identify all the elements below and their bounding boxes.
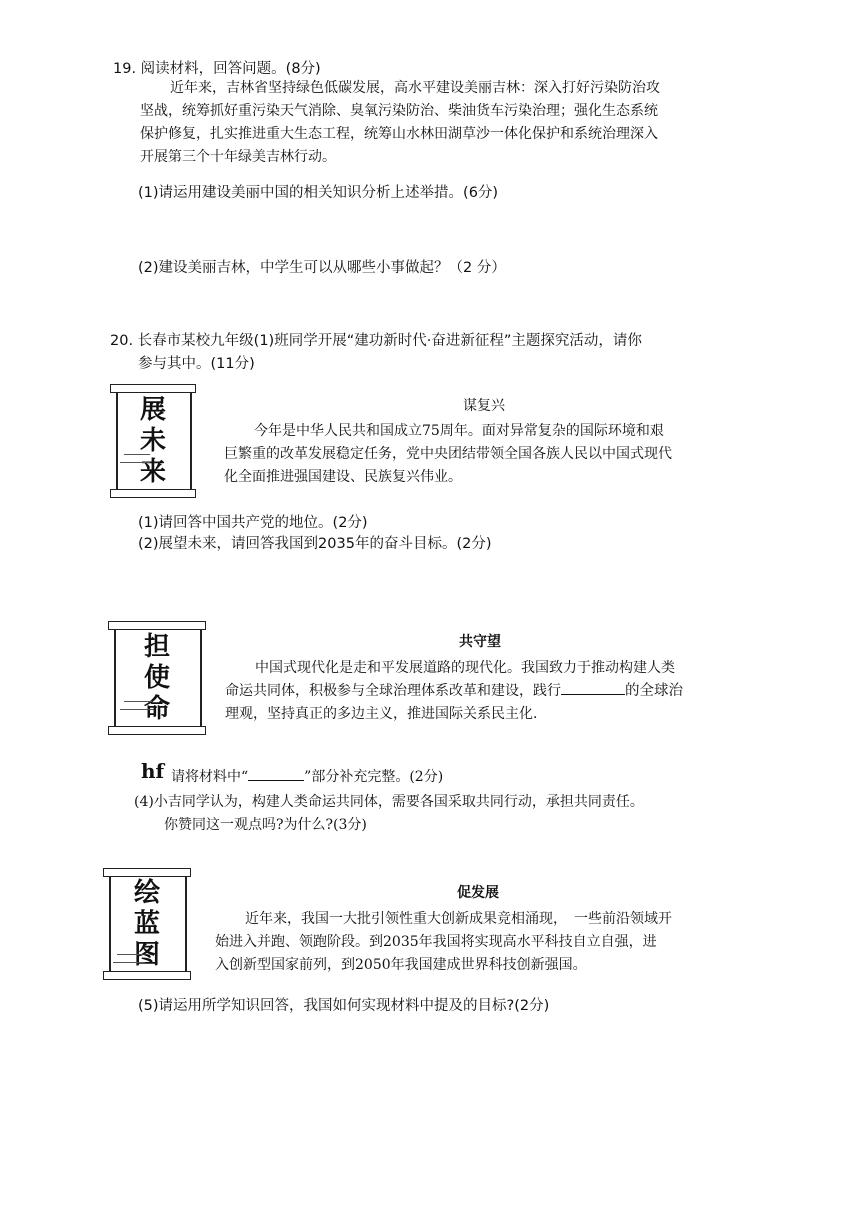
q19-material-line-4: 开展第三个十年绿美吉林行动。 xyxy=(140,149,336,165)
banner-decoration xyxy=(120,709,154,710)
banner-decoration xyxy=(113,962,145,963)
block3-material-line-3: 入创新型国家前列，到2050年我国建成世界科技创新强国。 xyxy=(215,957,587,973)
banner-bottom-rod xyxy=(110,489,196,498)
block1-sub1: (1)请回答中国共产党的地位。(2分) xyxy=(138,515,368,531)
block2-sub3-post: ”部分补充完整。(2分) xyxy=(304,769,444,785)
q19-title: 19. 阅读材料，回答问题。(8分) xyxy=(113,61,321,77)
block2-sub3 xyxy=(171,766,443,787)
block3-material xyxy=(215,908,672,977)
banner-char: 未 xyxy=(139,425,166,456)
block2-sub4-line2: 你赞同这一观点吗?为什么?(3分) xyxy=(164,817,367,833)
block2-material-line-1: 中国式现代化是走和平发展道路的现代化。我国致力于推动构建人类 xyxy=(255,660,675,676)
banner-char: 绘 xyxy=(133,878,160,909)
banner-dan-shi-ming xyxy=(108,621,206,735)
banner-chars xyxy=(110,394,196,488)
block1-material xyxy=(224,420,672,489)
q19-material-line-1: 近年来，吉林省坚持绿色低碳发展，高水平建设美丽吉林：深入打好污染防治攻 xyxy=(170,80,660,96)
block2-material-line-2 xyxy=(225,680,683,703)
q20-title-line1: 20. 长春市某校九年级(1)班同学开展“建功新时代·奋进新征程”主题探究活动，请你 xyxy=(110,333,642,349)
block1-heading: 谋复兴 xyxy=(463,398,505,414)
banner-decoration xyxy=(120,462,150,463)
block2-material-line-2-post: 的全球治 xyxy=(625,683,683,699)
q19-sub1: (1)请运用建设美丽中国的相关知识分析上述举措。(6分) xyxy=(138,185,499,201)
block2-sub4-line1: (4)小吉同学认为，构建人类命运共同体，需要各国采取共同行动，承担共同责任。 xyxy=(134,794,644,810)
handwritten-mark: hf xyxy=(141,759,165,783)
q19-material xyxy=(140,77,660,169)
banner-chars xyxy=(108,631,206,725)
block3-material-line-2: 始进入并跑、领跑阶段。到2035年我国将实现高水平科技自立自强，进 xyxy=(215,934,657,950)
banner-top-rod xyxy=(103,868,191,877)
q19-material-line-2: 坚战，统筹抓好重污染天气消除、臭氧污染防治、柴油货车污染治理；强化生态系统 xyxy=(140,103,658,119)
block2-sub3-pre: 请将材料中“ xyxy=(171,769,249,785)
block2-material-line-2-pre: 命运共同体，积极参与全球治理体系改革和建设，践行 xyxy=(225,683,561,699)
banner-decoration xyxy=(124,454,150,455)
banner-top-rod xyxy=(108,621,206,630)
block2-material xyxy=(225,657,683,726)
block3-sub5: (5)请运用所学知识回答，我国如何实现材料中提及的目标?(2分) xyxy=(138,998,550,1014)
banner-chars xyxy=(103,878,191,970)
block3-material-line-1: 近年来，我国一大批引领性重大创新成果竞相涌现， 一些前沿领域开 xyxy=(245,911,672,927)
banner-char: 使 xyxy=(143,662,170,693)
banner-char: 蓝 xyxy=(133,908,160,939)
banner-zhan-wei-lai xyxy=(110,384,196,498)
fill-in-blank[interactable] xyxy=(561,680,625,695)
q19-sub2: (2)建设美丽吉林，中学生可以从哪些小事做起？（2 分） xyxy=(138,260,506,276)
banner-char: 担 xyxy=(143,631,170,662)
block3-heading: 促发展 xyxy=(457,885,499,901)
block2-heading: 共守望 xyxy=(459,634,501,650)
banner-char: 命 xyxy=(143,694,170,725)
banner-bottom-rod xyxy=(103,971,191,980)
banner-char: 图 xyxy=(133,939,160,970)
banner-top-rod xyxy=(110,384,196,393)
q20-title-line2: 参与其中。(11分) xyxy=(138,356,255,372)
block1-material-line-3: 化全面推进强国建设、民族复兴伟业。 xyxy=(224,469,462,485)
banner-decoration xyxy=(117,954,143,955)
block1-sub2: (2)展望未来，请回答我国到2035年的奋斗目标。(2分) xyxy=(138,536,492,552)
fill-in-blank-reference xyxy=(248,766,304,781)
banner-hui-lan-tu xyxy=(103,868,191,980)
banner-char: 展 xyxy=(139,394,166,425)
block2-material-line-3: 理观，坚持真正的多边主义，推进国际关系民主化. xyxy=(225,706,538,722)
block1-material-line-1: 今年是中华人民共和国成立75周年。面对异常复杂的国际环境和艰 xyxy=(254,423,664,439)
banner-decoration xyxy=(124,701,152,702)
banner-bottom-rod xyxy=(108,726,206,735)
banner-char: 来 xyxy=(139,457,166,488)
q19-material-line-3: 保护修复，扎实推进重大生态工程，统筹山水林田湖草沙一体化保护和系统治理深入 xyxy=(140,126,658,142)
block1-material-line-2: 巨繁重的改革发展稳定任务，党中央团结带领全国各族人民以中国式现代 xyxy=(224,446,672,462)
